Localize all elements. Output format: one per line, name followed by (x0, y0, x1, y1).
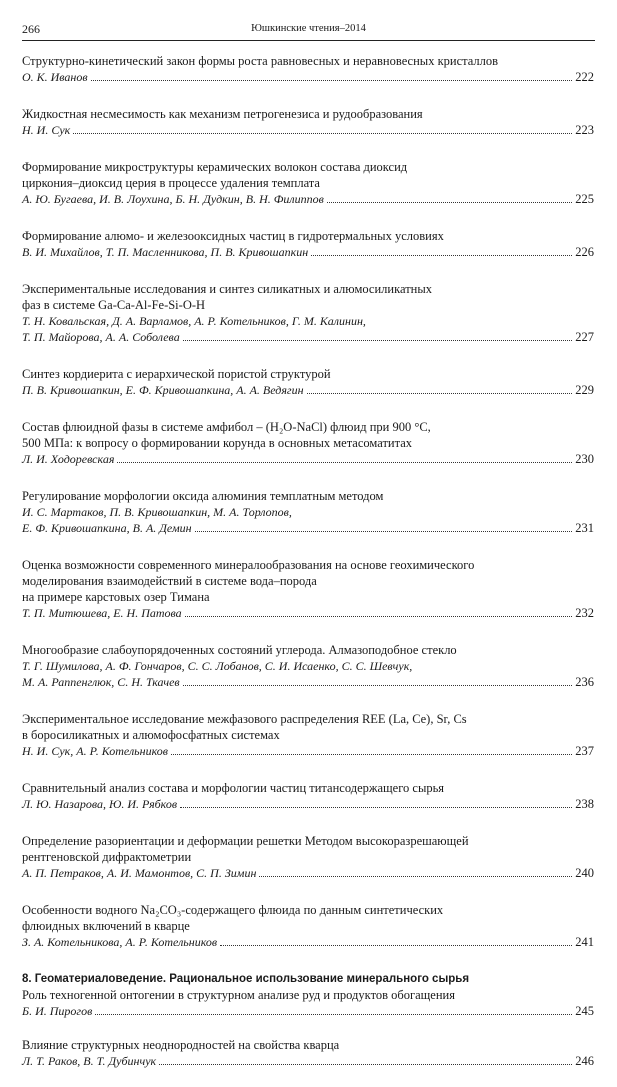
entry-page-number[interactable]: 225 (575, 192, 594, 206)
dot-leader (195, 530, 573, 532)
entry-authors-line: Л. Т. Раков, В. Т. Дубинчук (22, 1054, 157, 1068)
entry-page-number[interactable]: 246 (575, 1054, 594, 1068)
toc-entry (22, 833, 594, 881)
entry-page-number[interactable]: 226 (575, 245, 594, 259)
entry-authors-line: Т. Г. Шумилова, А. Ф. Гончаров, С. С. Лобанов, С. И. Исаенко, С. С. Шевчук, (22, 659, 413, 673)
dot-leader (183, 684, 573, 686)
toc-entry (22, 1037, 594, 1069)
toc-entries (22, 53, 594, 950)
section-toc-entries (22, 987, 594, 1069)
table-of-contents (22, 53, 594, 1087)
entry-authors-row (22, 743, 594, 759)
dot-leader (159, 1063, 572, 1065)
toc-entry (22, 488, 594, 536)
entry-title-line: Регулирование морфологии оксида алюминия темплатным методом (22, 489, 384, 503)
dot-leader (73, 132, 572, 134)
entry-title-line: Оценка возможности современного минералообразования на основе геохимического (22, 558, 475, 572)
entry-authors-row (22, 382, 594, 398)
entry-authors-row (22, 796, 594, 812)
entry-authors-row (22, 1003, 594, 1019)
dot-leader (117, 461, 572, 463)
entry-title-line: Влияние структурных неоднородностей на свойства кварца (22, 1038, 340, 1052)
entry-authors-row (22, 865, 594, 881)
entry-page-number[interactable]: 229 (575, 383, 594, 397)
entry-title-line: Определение разориентации и деформации решетки Методом высокоразрешающей (22, 834, 469, 848)
entry-title-line: 500 МПа: к вопросу о формировании корунда в основных метасоматитах (22, 436, 413, 450)
entry-page-number[interactable]: 227 (575, 330, 594, 344)
dot-leader (259, 875, 572, 877)
entry-authors-row (22, 605, 594, 621)
entry-title-line: Экспериментальные исследования и синтез силикатных и алюмосиликатных (22, 282, 433, 296)
dot-leader (91, 79, 573, 81)
dot-leader (95, 1013, 572, 1015)
toc-entry (22, 366, 594, 398)
toc-entry (22, 53, 594, 85)
entry-title-line: Формирование алюмо- и железооксидных частиц в гидротермальных условиях (22, 229, 444, 243)
entry-page-number[interactable]: 237 (575, 744, 594, 758)
entry-page-number[interactable]: 240 (575, 866, 594, 880)
entry-page-number[interactable]: 222 (575, 70, 594, 84)
journal-title: Юшкинские чтения–2014 (251, 23, 366, 34)
entry-authors-line: В. И. Михайлов, Т. П. Масленникова, П. В. Кривошапкин (22, 245, 309, 259)
toc-entry (22, 106, 594, 138)
entry-title-line: Роль техногенной онтогении в структурном анализе руд и продуктов обогащения (22, 988, 455, 1002)
dot-leader (180, 806, 572, 808)
entry-authors-line: Т. Н. Ковальская, Д. А. Варламов, А. Р. Котельников, Г. М. Калинин, (22, 314, 366, 328)
entry-authors-row (22, 69, 594, 85)
entry-title-line: Экспериментальное исследование межфазового распределения REE (La, Ce), Sr, Cs (22, 712, 467, 726)
entry-page-number[interactable]: 236 (575, 675, 594, 689)
entry-authors-line: Л. И. Ходоревская (22, 452, 115, 466)
dot-leader (171, 753, 572, 755)
entry-authors-line: А. П. Петраков, А. И. Мамонтов, С. П. Зимин (22, 866, 257, 880)
entry-title-line: Структурно-кинетический закон формы роста равновесных и неравновесных кристаллов (22, 54, 499, 68)
entry-title-line: Состав флюидной фазы в системе амфибол – (H₂O-NaCl) флюид при 900 °С, (22, 420, 431, 434)
entry-title-line: на примере карстовых озер Тимана (22, 590, 210, 604)
page-number: 266 (22, 22, 40, 36)
entry-title-line: моделирования взаимодействий в системе вода–порода (22, 574, 317, 588)
entry-authors-line: А. Ю. Бугаева, И. В. Лоухина, Б. Н. Дудкин, В. Н. Филиппов (22, 192, 324, 206)
toc-entry (22, 711, 594, 759)
entry-title-line: Жидкостная несмесимость как механизм петрогенезиса и рудообразования (22, 107, 423, 121)
dot-leader (311, 254, 572, 256)
entry-title-line: Особенности водного Na₂CO₃-содержащего флюида по данным синтетических (22, 903, 444, 917)
toc-entry (22, 642, 594, 690)
toc-entry (22, 228, 594, 260)
entry-authors-row (22, 329, 594, 345)
entry-authors-line: О. К. Иванов (22, 70, 88, 84)
toc-entry (22, 902, 594, 950)
entry-authors-row (22, 1053, 594, 1069)
entry-title-line: циркония–диоксид церия в процессе удаления темплата (22, 176, 320, 190)
section-heading: 8. Геоматериаловедение. Рациональное использование минерального сырья (22, 973, 470, 985)
entry-page-number[interactable]: 245 (575, 1004, 594, 1018)
entry-authors-row (22, 520, 594, 536)
entry-page-number[interactable]: 238 (575, 797, 594, 811)
entry-authors-line: Б. И. Пирогов (22, 1004, 93, 1018)
running-header (22, 20, 595, 41)
toc-entry (22, 159, 594, 207)
entry-authors-line: Е. Ф. Кривошапкина, В. А. Демин (22, 521, 192, 535)
dot-leader (183, 339, 573, 341)
entry-authors-line: Т. П. Митюшева, Е. Н. Патова (22, 606, 182, 620)
entry-authors-line: Л. Ю. Назарова, Ю. И. Рябков (22, 797, 178, 811)
entry-title-line: флюидных включений в кварце (22, 919, 190, 933)
entry-authors-row (22, 244, 594, 260)
entry-authors-line: З. А. Котельникова, А. Р. Котельников (22, 935, 218, 949)
entry-title-line: рентгеновской дифрактометрии (22, 850, 192, 864)
entry-page-number[interactable]: 231 (575, 521, 594, 535)
toc-entry (22, 780, 594, 812)
entry-authors-row (22, 451, 594, 467)
toc-entry (22, 419, 594, 467)
dot-leader (220, 944, 572, 946)
entry-authors-row (22, 191, 594, 207)
entry-title-line: Многообразие слабоупорядоченных состояний углерода. Алмазоподобное стекло (22, 643, 457, 657)
entry-authors-line: Н. И. Сук (22, 123, 71, 137)
entry-authors-row (22, 674, 594, 690)
entry-page-number[interactable]: 241 (575, 935, 594, 949)
entry-page-number[interactable]: 230 (575, 452, 594, 466)
toc-entry (22, 557, 594, 621)
entry-authors-line: П. В. Кривошапкин, Е. Ф. Кривошапкина, А. А. Ведягин (22, 383, 304, 397)
toc-entry (22, 987, 594, 1019)
entry-authors-line: М. А. Раппенглюк, С. Н. Ткачев (22, 675, 180, 689)
entry-title-line: в боросиликатных и алюмофосфатных системах (22, 728, 280, 742)
entry-title-line: фаз в системе Ga-Ca-Al-Fe-Si-O-H (22, 298, 206, 312)
entry-title-line: Формирование микроструктуры керамических волокон состава диоксид (22, 160, 408, 174)
entry-authors-row (22, 122, 594, 138)
entry-authors-row (22, 934, 594, 950)
entry-authors-line: Т. П. Майорова, А. А. Соболева (22, 330, 180, 344)
entry-page-number[interactable]: 232 (575, 606, 594, 620)
entry-title-line: Синтез кордиерита с иерархической пористой структурой (22, 367, 331, 381)
entry-authors-line: Н. И. Сук, А. Р. Котельников (22, 744, 168, 758)
entry-title-line: Сравнительный анализ состава и морфологии частиц титансодержащего сырья (22, 781, 445, 795)
entry-authors-line: И. С. Мартаков, П. В. Кривошапкин, М. А. Торлопов, (22, 505, 292, 519)
toc-entry (22, 281, 594, 345)
entry-page-number[interactable]: 223 (575, 123, 594, 137)
dot-leader (327, 201, 572, 203)
dot-leader (185, 615, 573, 617)
dot-leader (307, 392, 573, 394)
